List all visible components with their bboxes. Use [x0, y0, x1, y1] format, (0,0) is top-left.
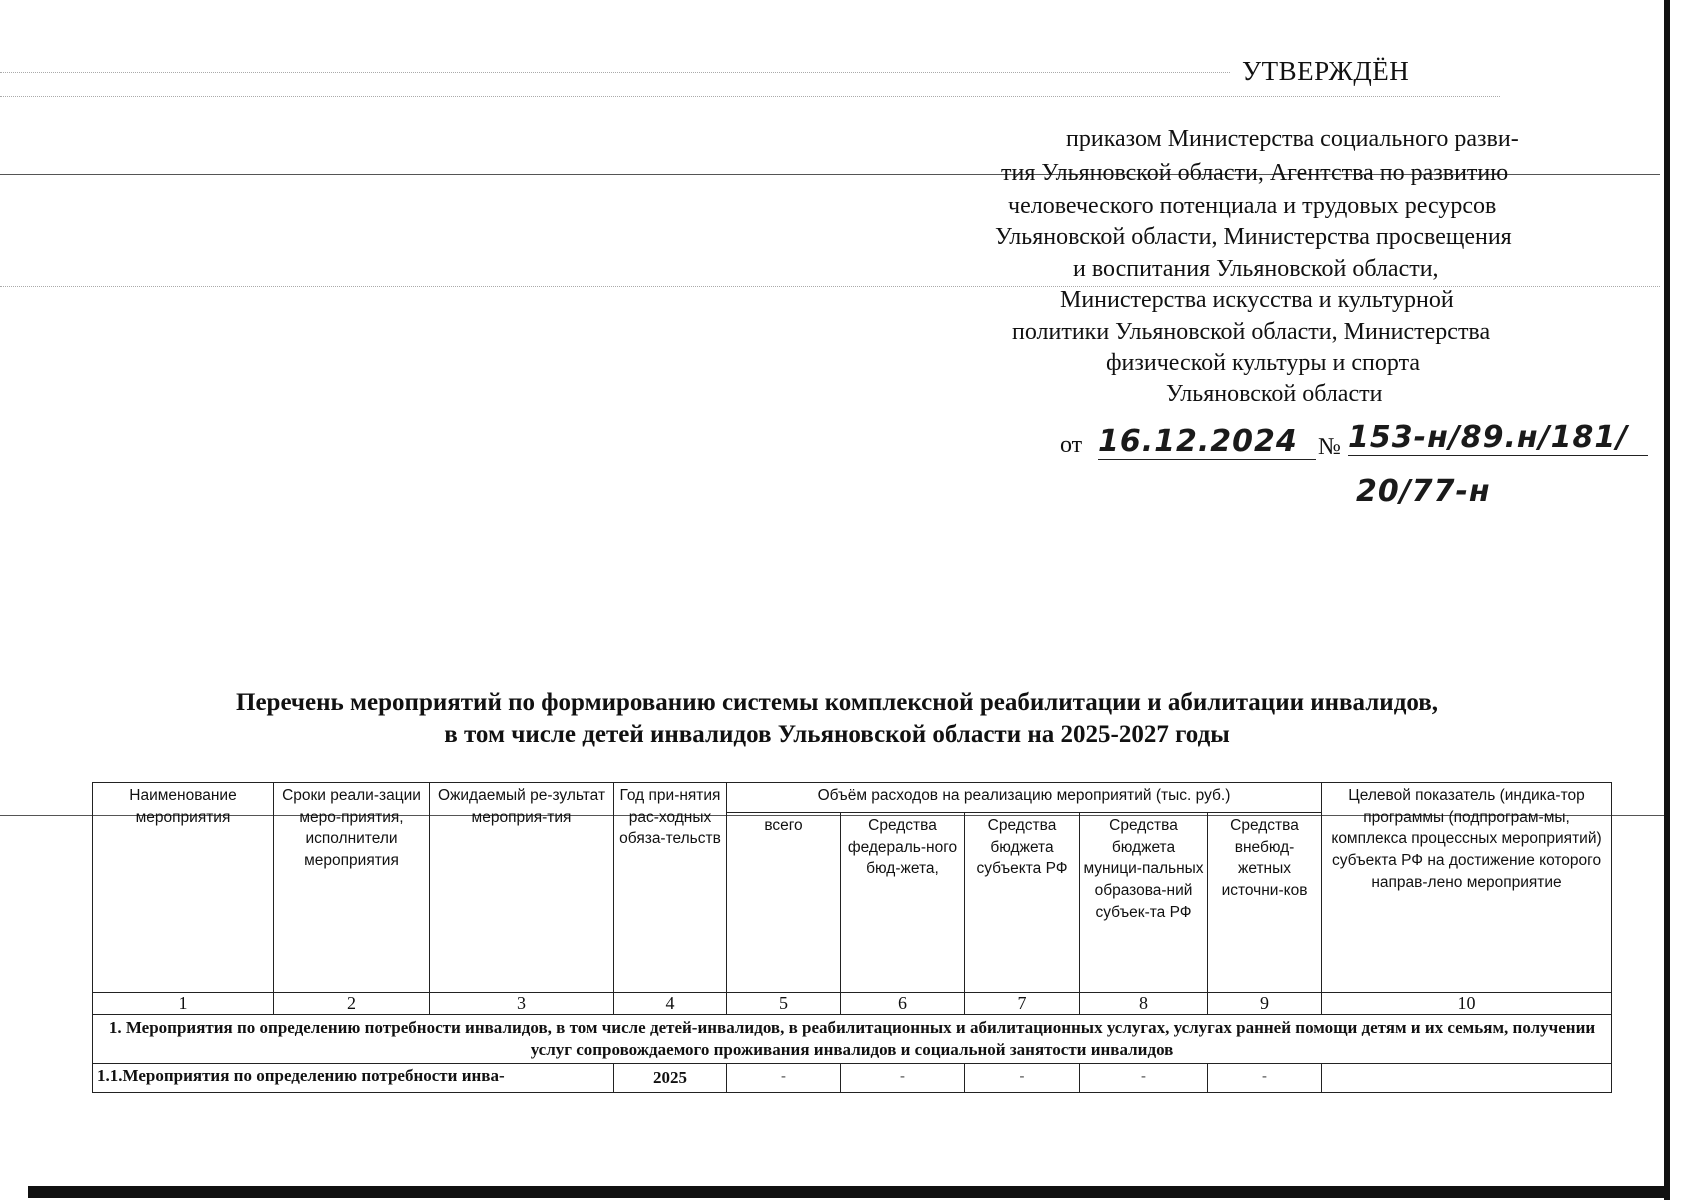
scan-edge-shadow [28, 1186, 1670, 1198]
activities-table [92, 782, 1612, 1093]
handwritten-order-number: 153-н/89.н/181/ [1348, 420, 1648, 456]
approval-stamp-heading: УТВЕРЖДЁН [1242, 56, 1410, 86]
header-cell-year: Год при-нятия рас-ходных обяза-тельств [614, 783, 727, 993]
column-number: 1 [93, 993, 274, 1015]
header-cell-expected-result: Ожидаемый ре-зультат мероприя-тия [430, 783, 614, 993]
handwritten-order-number-cont: 20/77-н [1356, 474, 1491, 509]
column-number: 7 [965, 993, 1080, 1015]
order-text-line: Министерства искусства и культурной [1060, 287, 1454, 313]
header-cell-target-indicator: Целевой показатель (индика-тор программы (подпрограм-мы, комплекса процессных мероприятий) субъекта РФ на достижение которого направ-лено мероприятие [1322, 783, 1612, 993]
header-cell-offbudget: Средства внебюд-жетных источни-ков [1208, 813, 1322, 993]
column-number: 9 [1208, 993, 1322, 1015]
table-row-target [1322, 1064, 1612, 1093]
order-text-line: приказом Министерства социального разви- [1066, 126, 1519, 152]
scan-artifact-line [0, 96, 1500, 97]
table-row-federal: - [841, 1064, 965, 1093]
handwritten-date: 16.12.2024 [1098, 424, 1316, 460]
header-cell-municipal: Средства бюджета муници-пальных образова-ний субъек-та РФ [1080, 813, 1208, 993]
table-row-offbudget: - [1208, 1064, 1322, 1093]
scan-artifact-line [0, 72, 1230, 73]
order-text-line: и воспитания Ульяновской области, [1073, 256, 1439, 282]
document-title-line1: Перечень мероприятий по формированию системы комплексной реабилитации и абилитации инвалидов, [236, 689, 1438, 716]
column-number: 3 [430, 993, 614, 1015]
header-cell-total: всего [727, 813, 841, 993]
order-text-line: Ульяновской области, Министерства просвещения [995, 224, 1512, 250]
order-text-line: Ульяновской области [1166, 381, 1383, 407]
header-cell-terms: Сроки реали-зации меро-приятия, исполнители мероприятия [274, 783, 430, 993]
table-row-total: - [727, 1064, 841, 1093]
table-row-year: 2025 [614, 1064, 727, 1093]
order-text-line: человеческого потенциала и трудовых ресурсов [1008, 193, 1497, 219]
header-cell-subject: Средства бюджета субъекта РФ [965, 813, 1080, 993]
date-prefix: от [1060, 432, 1083, 458]
header-cell-expenses: Объём расходов на реализацию мероприятий (тыс. руб.) [727, 783, 1322, 813]
header-cell-federal: Средства федераль-ного бюд-жета, [841, 813, 965, 993]
table-row-municipal: - [1080, 1064, 1208, 1093]
column-number: 8 [1080, 993, 1208, 1015]
column-number: 10 [1322, 993, 1612, 1015]
table-row-name: 1.1.Мероприятия по определению потребности инва- [93, 1064, 614, 1093]
order-text-line: политики Ульяновской области, Министерства [1012, 319, 1491, 345]
header-cell-name: Наименование мероприятия [93, 783, 274, 993]
order-text-line: физической культуры и спорта [1106, 350, 1421, 376]
table-row-subject: - [965, 1064, 1080, 1093]
column-number: 5 [727, 993, 841, 1015]
number-prefix: № [1318, 434, 1341, 460]
scan-edge-shadow [1664, 0, 1670, 1200]
column-number: 2 [274, 993, 430, 1015]
column-number: 4 [614, 993, 727, 1015]
order-text-line: тия Ульяновской области, Агентства по развитию [1001, 160, 1509, 186]
document-title-line2: в том числе детей инвалидов Ульяновской области на 2025-2027 годы [444, 721, 1230, 748]
column-number: 6 [841, 993, 965, 1015]
section-heading: 1. Мероприятия по определению потребности инвалидов, в том числе детей-инвалидов, в реабилитационных и абилитационных услугах, услугах ранней помощи детям и их семьям, получении услуг сопровождаемого проживания инвалидов и социальной занятости инвалидов [93, 1015, 1612, 1064]
